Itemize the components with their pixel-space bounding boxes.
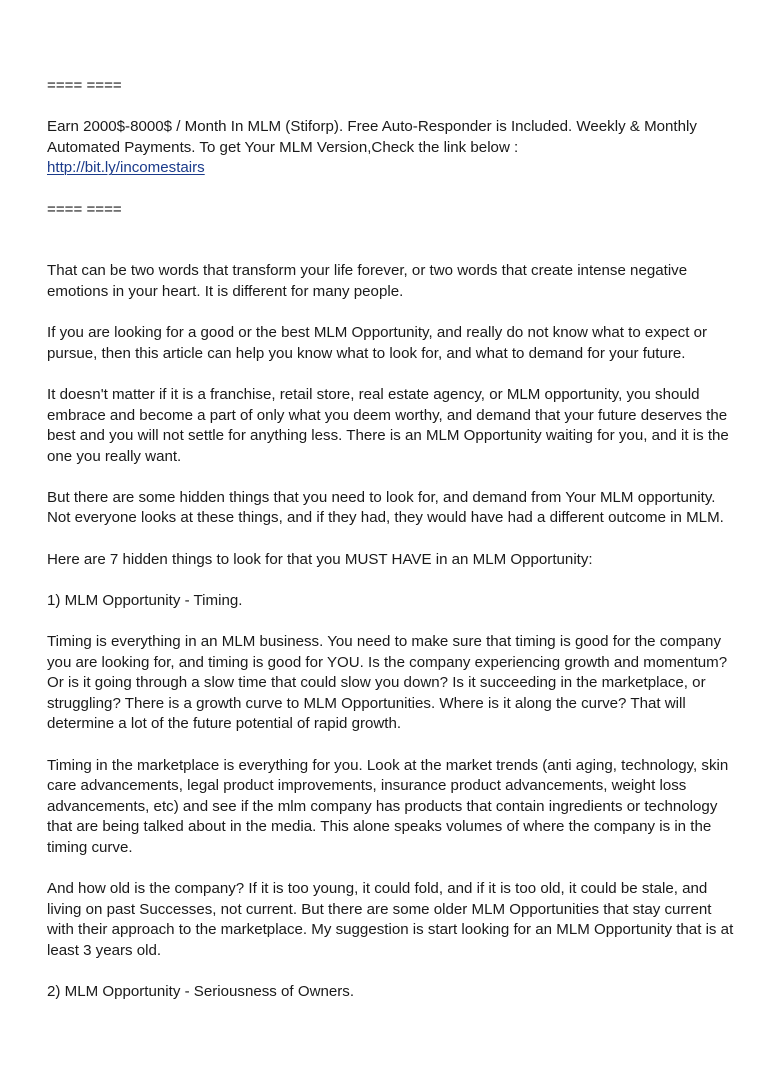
article-paragraph: But there are some hidden things that you need to look for, and demand from Your MLM opportunity. Not everyone looks at these things, and if they had, they would have had a different outcome in MLM.: [47, 488, 724, 527]
promo-block: [47, 117, 737, 179]
article-paragraph: If you are looking for a good or the best MLM Opportunity, and really do not know what to expect or pursue, then this article can help you know what to look for, and what to demand for your future.: [47, 324, 708, 362]
separator-bottom: ==== ====: [47, 200, 122, 218]
article-paragraph: It doesn't matter if it is a franchise, retail store, real estate agency, or MLM opportunity, you should embrace and become a part of only what you deem worthy, and demand that your future deserves the best and you will not settle for anything less. There is an MLM Opportunity waiting for you, and it is the one you really want.: [47, 385, 729, 465]
document-page: [47, 76, 737, 1023]
section-heading: 1) MLM Opportunity - Timing.: [47, 591, 243, 609]
article-paragraph: Timing is everything in an MLM business. You need to make sure that timing is good for the company you are looking for, and timing is good for YOU. Is the company experiencing growth and momentum? Or is it going through a slow time that could slow you down? Is it succeeding in the marketplace, or struggling? There is a growth curve to MLM Opportunities. Where is it along the curve? That will determine a lot of the future potential of rapid growth.: [47, 633, 728, 733]
article-paragraph: That can be two words that transform your life forever, or two words that create intense negative emotions in your heart. It is different for many people.: [47, 262, 688, 300]
article-paragraph: And how old is the company? If it is too young, it could fold, and if it is too old, it could be stale, and living on past Successes, not current. But there are some older MLM Opportunities that stay current with their approach to the marketplace. My suggestion is start looking for an MLM Opportunity that is at least 3 years old.: [47, 880, 734, 959]
separator-top: ==== ====: [47, 77, 122, 94]
article-paragraph: Timing in the marketplace is everything for you. Look at the market trends (anti aging, technology, skin care advancements, legal product improvements, insurance product advancements, weight loss advancements, etc) and see if the mlm company has products that contain ingredients or technology that are being talked about in the media. This alone speaks volumes of where the company is in the timing curve.: [47, 756, 729, 856]
spacer: [47, 241, 737, 262]
promo-text: Earn 2000$-8000$ / Month In MLM (Stiforp). Free Auto-Responder is Included. Weekly & Monthly Automated Payments. To get Your MLM Version,Check the link below :: [47, 118, 697, 156]
article-paragraph: Here are 7 hidden things to look for that you MUST HAVE in an MLM Opportunity:: [47, 550, 593, 568]
promo-link[interactable]: http://bit.ly/incomestairs: [47, 159, 205, 177]
section-heading: 2) MLM Opportunity - Seriousness of Owners.: [47, 983, 355, 1001]
